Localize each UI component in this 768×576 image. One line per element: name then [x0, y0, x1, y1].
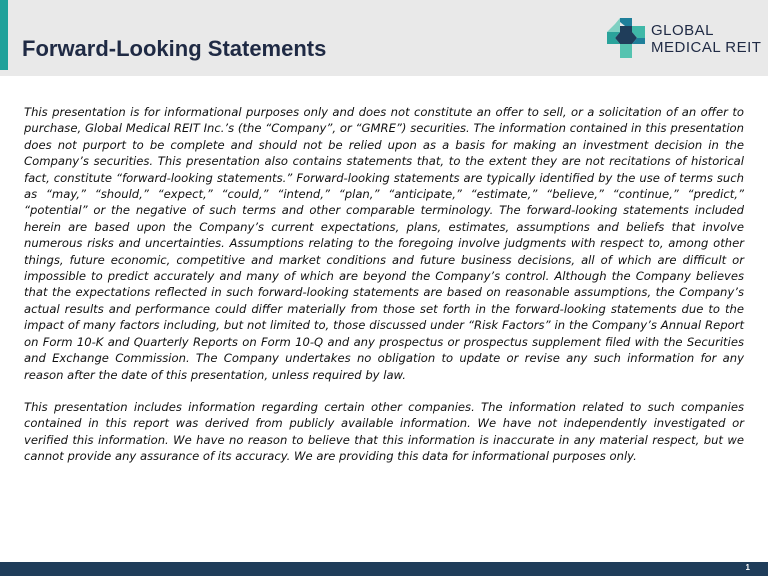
- company-logo: [607, 18, 767, 64]
- disclaimer-paragraph-1: This presentation is for informational purposes only and does not constitute an offer to sell, or a solicitation of an offer to purchase, Global Medical REIT Inc.’s (the “Company”, or “GMRE”) securities. The information contained in this presentation does not purport to be complete and should not be relied upon as a basis for making an investment decision in the Company’s securities. This presentation also contains statements that, to the extent they are not recitations of historical fact, constitute “forward-looking statements.” Forward-looking statements are typically identified by the use of terms such as “may,” “should,” “expect,” “could,” “intend,” “plan,” “anticipate,” “estimate,” “believe,” “continue,” “predict,” “potential” or the negative of such terms and other comparable terminology. The forward-looking statements included herein are based upon the Company’s current expectations, plans, estimates, assumptions and beliefs that involve numerous risks and uncertainties. Assumptions relating to the foregoing involve judgments with respect to, among other things, future economic, competitive and market conditions and future business decisions, all of which are difficult or impossible to predict accurately and many of which are beyond the Company’s control. Although the Company believes that the expectations reflected in such forward-looking statements are based on reasonable assumptions, the Company’s actual results and performance could differ materially from those set forth in the forward-looking statements due to the impact of many factors including, but not limited to, those discussed under “Risk Factors” in the Company’s Annual Report on Form 10-K and Quarterly Reports on Form 10-Q and any prospectus or prospectus supplement filed with the Securities and Exchange Commission. The Company undertakes no obligation to update or revise any such information for any reason after the date of this presentation, unless required by law.: [24, 105, 744, 382]
- disclaimer-body: [24, 104, 744, 481]
- cross-logo-icon: [607, 18, 645, 58]
- logo-line-2: MEDICAL REIT: [651, 39, 762, 56]
- logo-line-1: GLOBAL: [651, 22, 715, 39]
- disclaimer-paragraph-2: This presentation includes information regarding certain other companies. The information related to such companies contained in this report was derived from publicly available information. We have not independently investigated or verified this information. We have no reason to believe that this information is inaccurate in any material respect, but we cannot provide any assurance of its accuracy. We are providing this data for informational purposes only.: [24, 399, 744, 464]
- logo-wordmark: [651, 22, 761, 56]
- page-number: 1: [745, 563, 750, 572]
- slide-header: [0, 0, 768, 76]
- accent-bar: [0, 0, 8, 70]
- slide-footer: [0, 562, 768, 576]
- slide-title: Forward-Looking Statements: [22, 36, 327, 61]
